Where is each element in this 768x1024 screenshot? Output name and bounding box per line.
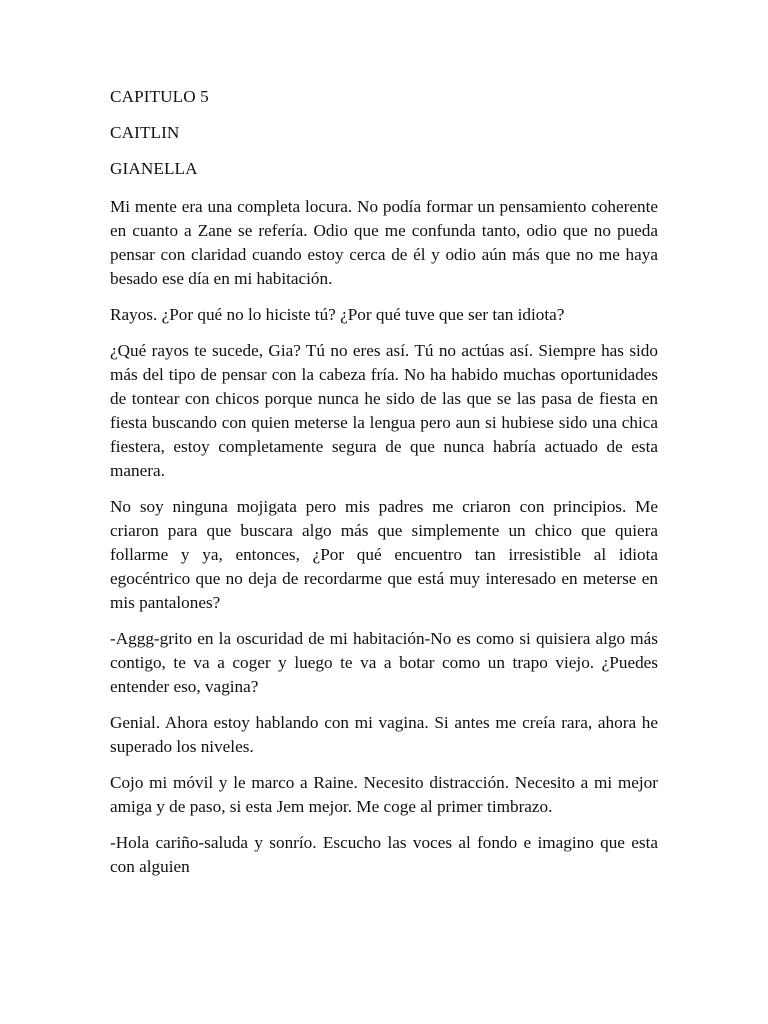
pov-label-gianella: GIANELLA [110,159,198,178]
chapter-title: CAPITULO 5 [110,87,209,106]
paragraph: No soy ninguna mojigata pero mis padres me criaron con principios. Me criaron para que buscara algo más que simplemente un chico que quiera follarme y ya, entonces, ¿Por qué encuentro tan irresistible al idiota egocéntrico que no deja de recordarme que está muy interesado en meterse en mis pantalones? [110,497,658,612]
paragraph: -Aggg-grito en la oscuridad de mi habitación-No es como si quisiera algo más contigo, te va a coger y luego te va a botar como un trapo viejo. ¿Puedes entender eso, vagina? [110,629,658,696]
paragraph: -Hola cariño-saluda y sonrío. Escucho las voces al fondo e imagino que esta con alguien [110,833,658,876]
pov-label-caitlin: CAITLIN [110,123,180,142]
paragraph: Mi mente era una completa locura. No podía formar un pensamiento coherente en cuanto a Zane se refería. Odio que me confunda tanto, odio que no pueda pensar con claridad cuando estoy cerca de él y odio aún más que no me haya besado ese día en mi habitación. [110,197,658,288]
paragraph: Cojo mi móvil y le marco a Raine. Necesito distracción. Necesito a mi mejor amiga y de paso, si esta Jem mejor. Me coge al primer timbrazo. [110,773,658,816]
paragraph: ¿Qué rayos te sucede, Gia? Tú no eres así. Tú no actúas así. Siempre has sido más del tipo de pensar con la cabeza fría. No ha habido muchas oportunidades de tontear con chicos porque nunca he sido de las que se las pasa de fiesta en fiesta buscando con quien meterse la lengua pero aun si hubiese sido una chica fiestera, estoy completamente segura de que nunca habría actuado de esta manera. [110,341,658,480]
paragraph: Genial. Ahora estoy hablando con mi vagina. Si antes me creía rara, ahora he superado los niveles. [110,713,658,756]
document-page [110,0,658,1024]
paragraph: Rayos. ¿Por qué no lo hiciste tú? ¿Por qué tuve que ser tan idiota? [110,305,565,324]
